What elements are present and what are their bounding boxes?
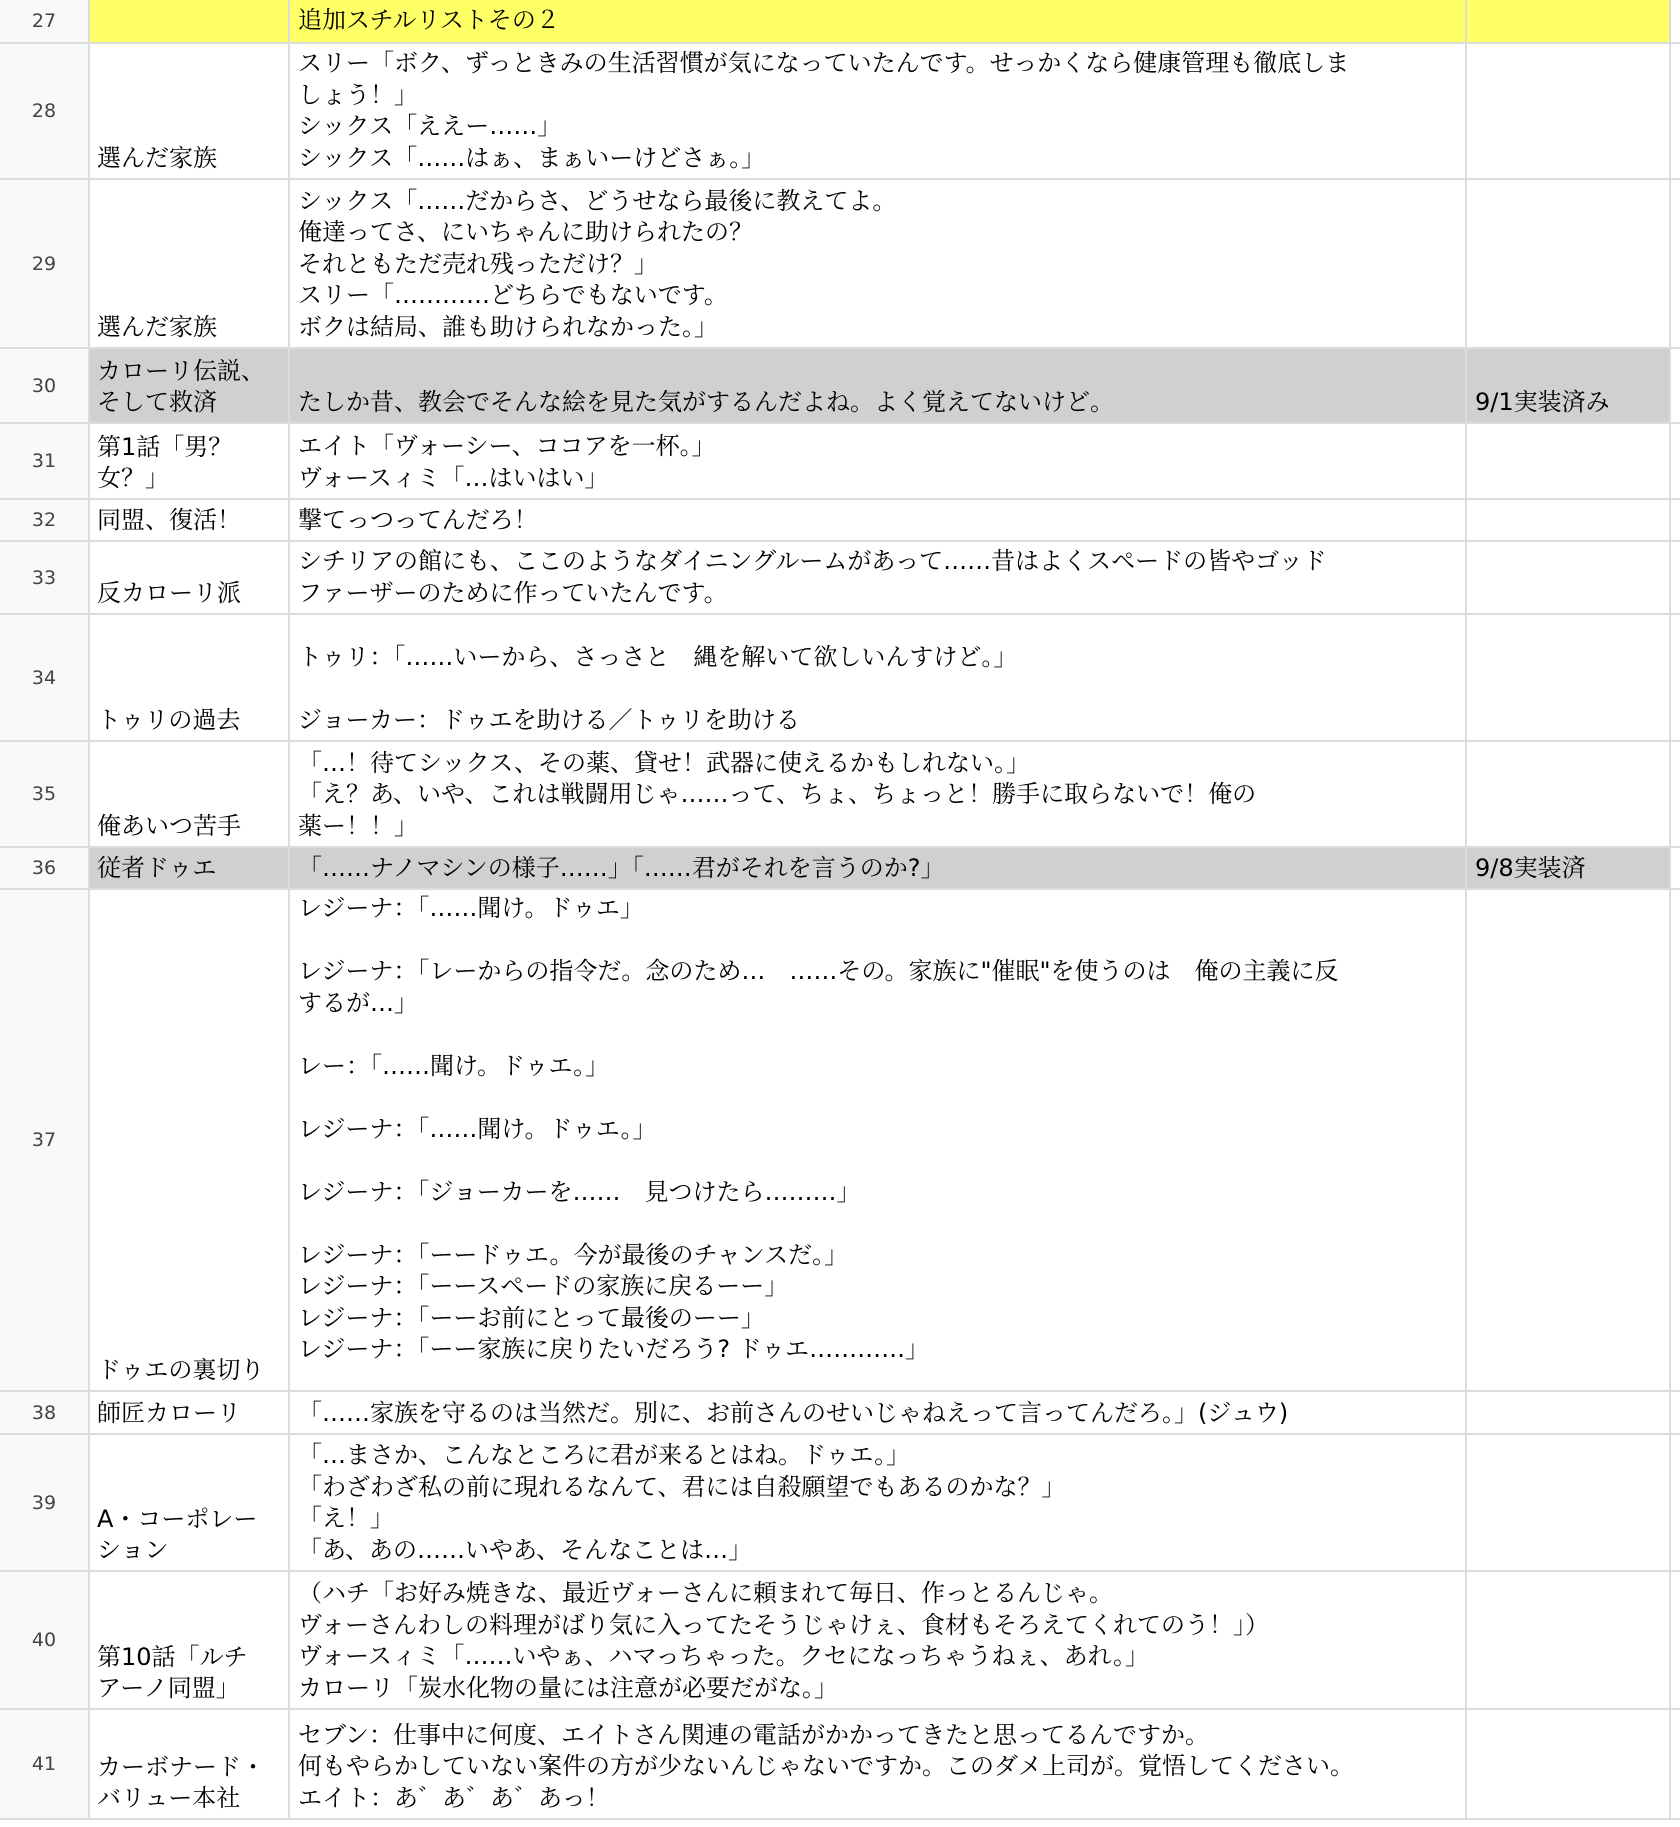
title-text: 選んだ家族	[97, 144, 217, 172]
sheet-row	[0, 1572, 1680, 1710]
title-cell[interactable]	[90, 180, 290, 347]
sheet-row	[0, 0, 1680, 44]
status-cell[interactable]	[1467, 848, 1671, 888]
status-cell[interactable]	[1467, 1435, 1671, 1570]
title-text: ドゥエの裏切り	[97, 1356, 265, 1384]
title-text: カーボナード・ バリュー本社	[97, 1753, 265, 1812]
row-number[interactable]: 27	[0, 0, 90, 42]
dialogue-cell[interactable]	[290, 180, 1467, 347]
next-column-cell[interactable]	[1671, 44, 1680, 178]
next-column-cell[interactable]	[1671, 180, 1680, 347]
dialogue-text: （ハチ「お好み焼きな、最近ヴォーさんに頼まれて毎日、作っとるんじゃ。 ヴォーさんわしの料理がばり気に入ってたそうじゃけぇ、食材もそろえてくれてのう！」） ヴォースィミ「……いやぁ、ハマっちゃった。クセになっちゃうねぇ、あれ。」 カローリ「炭水化物の量には注意が必要だがな。」	[298, 1579, 1270, 1702]
title-text: 選んだ家族	[97, 313, 217, 341]
dialogue-text: 「…まさか、こんなところに君が来るとはね。ドゥエ。」 「わざわざ私の前に現れるなんて、君には自殺願望でもあるのかな？」 「え！」 「あ、あの……いやあ、そんなことは…」	[298, 1441, 1066, 1564]
row-number[interactable]: 38	[0, 1392, 90, 1433]
dialogue-text: 「……家族を守るのは当然だ。別に、お前さんのせいじゃねえって言ってんだろ。」(ジュウ)	[298, 1398, 1289, 1427]
title-text: A・コーポレー ション	[97, 1505, 258, 1564]
title-cell[interactable]	[90, 44, 290, 178]
title-cell[interactable]	[90, 1435, 290, 1570]
title-cell[interactable]	[90, 349, 290, 422]
title-text: トゥリの過去	[97, 706, 241, 734]
status-cell[interactable]	[1467, 180, 1671, 347]
title-cell[interactable]	[90, 424, 290, 498]
row-number[interactable]: 32	[0, 500, 90, 540]
row-number[interactable]: 41	[0, 1710, 90, 1818]
sheet-row	[0, 1392, 1680, 1435]
title-text: 俺あいつ苦手	[97, 812, 241, 840]
title-cell[interactable]	[90, 615, 290, 740]
status-cell[interactable]	[1467, 349, 1671, 422]
status-text: 9/8実装済	[1475, 854, 1586, 882]
row-number[interactable]: 30	[0, 349, 90, 422]
next-column-cell[interactable]	[1671, 424, 1680, 498]
sheet-row	[0, 180, 1680, 349]
next-column-cell[interactable]	[1671, 1435, 1680, 1570]
sheet-row	[0, 890, 1680, 1392]
status-cell[interactable]	[1467, 0, 1671, 42]
dialogue-text: レジーナ：「……聞け。ドゥエ」 レジーナ：「レーからの指令だ。念のため… ……その。家族に"催眠"を使うのは 俺の主義に反 するが…」 レー：「……聞け。ドゥエ。」 レジーナ：「……聞け。ドゥエ。」 レジーナ：「ジョーカーを…… 見つけたら………」 レジーナ：「ーードゥエ。今が最後のチャンスだ。」 レジーナ：「ーースペードの家族に戻るーー」 レジーナ：「ーーお前にとって最後のーー」 レジーナ：「ーー家族に戻りたいだろう? ドゥエ…………」	[298, 894, 1339, 1363]
title-text: カローリ伝説、 そして救済	[97, 357, 265, 416]
sheet-row	[0, 742, 1680, 848]
dialogue-cell[interactable]	[290, 500, 1467, 540]
title-cell[interactable]	[90, 890, 290, 1390]
title-cell[interactable]	[90, 542, 290, 613]
row-number[interactable]: 33	[0, 542, 90, 613]
status-cell[interactable]	[1467, 890, 1671, 1390]
sheet-row	[0, 542, 1680, 615]
dialogue-cell[interactable]	[290, 542, 1467, 613]
title-text: 第10話「ルチ アーノ同盟」	[97, 1643, 248, 1702]
status-cell[interactable]	[1467, 615, 1671, 740]
row-number[interactable]: 35	[0, 742, 90, 846]
title-cell[interactable]	[90, 500, 290, 540]
dialogue-cell[interactable]	[290, 890, 1467, 1390]
next-column-cell[interactable]	[1671, 742, 1680, 846]
dialogue-cell[interactable]	[290, 742, 1467, 846]
dialogue-text: セブン：仕事中に何度、エイトさん関連の電話がかかってきたと思ってるんですか。 何もやらかしていない案件の方が少ないんじゃないですか。このダメ上司が。覚悟してください。 エイト：あ゛あ゛あ゛あっ！	[298, 1720, 1354, 1812]
dialogue-text: 追加スチルリストその２	[298, 5, 560, 34]
dialogue-cell[interactable]	[290, 0, 1467, 42]
sheet-row	[0, 615, 1680, 742]
dialogue-cell[interactable]	[290, 424, 1467, 498]
title-text: 同盟、復活！	[97, 506, 241, 534]
row-number[interactable]: 34	[0, 615, 90, 740]
row-number[interactable]: 36	[0, 848, 90, 888]
next-column-cell[interactable]	[1671, 890, 1680, 1390]
row-number[interactable]: 28	[0, 44, 90, 178]
status-cell[interactable]	[1467, 1710, 1671, 1818]
dialogue-cell[interactable]	[290, 44, 1467, 178]
next-column-cell[interactable]	[1671, 500, 1680, 540]
dialogue-text: たしか昔、教会でそんな絵を見た気がするんだよね。よく覚えてないけど。	[298, 387, 1114, 416]
dialogue-text: トゥリ：「……いーから、さっさと 縄を解いて欲しいんすけど。」 ジョーカー：ドゥエを助ける／トゥリを助ける	[298, 642, 1018, 734]
status-cell[interactable]	[1467, 500, 1671, 540]
dialogue-text: スリー「ボク、ずっときみの生活習慣が気になっていたんです。せっかくなら健康管理も徹底しま しょう！」 シックス「ええー……」 シックス「……はぁ、まぁいーけどさぁ。」	[298, 49, 1350, 172]
status-cell[interactable]	[1467, 44, 1671, 178]
row-number[interactable]: 40	[0, 1572, 90, 1708]
status-cell[interactable]	[1467, 542, 1671, 613]
dialogue-cell[interactable]	[290, 1710, 1467, 1818]
dialogue-text: エイト「ヴォーシー、ココアを一杯。」 ヴォースィミ「…はいはい」	[298, 432, 716, 492]
sheet-row	[0, 848, 1680, 890]
dialogue-cell[interactable]	[290, 848, 1467, 888]
row-number[interactable]: 39	[0, 1435, 90, 1570]
next-column-cell[interactable]	[1671, 349, 1680, 422]
sheet-row	[0, 424, 1680, 500]
dialogue-text: 「……ナノマシンの様子……」「……君がそれを言うのか?」	[298, 853, 945, 882]
title-cell[interactable]	[90, 1710, 290, 1818]
sheet-row	[0, 1710, 1680, 1820]
dialogue-cell[interactable]	[290, 615, 1467, 740]
dialogue-cell[interactable]	[290, 1572, 1467, 1708]
dialogue-cell[interactable]	[290, 1435, 1467, 1570]
next-column-cell[interactable]	[1671, 848, 1680, 888]
sheet-row	[0, 349, 1680, 424]
next-column-cell[interactable]	[1671, 1392, 1680, 1433]
row-number[interactable]: 29	[0, 180, 90, 347]
sheet-row	[0, 1435, 1680, 1572]
dialogue-cell[interactable]	[290, 1392, 1467, 1433]
next-column-cell[interactable]	[1671, 615, 1680, 740]
status-cell[interactable]	[1467, 1572, 1671, 1708]
next-column-cell[interactable]	[1671, 0, 1680, 42]
next-column-cell[interactable]	[1671, 1572, 1680, 1708]
title-cell[interactable]	[90, 742, 290, 846]
dialogue-text: シックス「……だからさ、どうせなら最後に教えてよ。 俺達ってさ、にいちゃんに助けられたの？ それともただ売れ残っただけ？」 スリー「…………どちらでもないです。 ボクは結局、誰も助けられなかった。」	[298, 186, 897, 341]
title-text: 従者ドゥエ	[97, 854, 217, 882]
status-text: 9/1実装済み	[1475, 388, 1610, 416]
next-column-cell[interactable]	[1671, 542, 1680, 613]
dialogue-cell[interactable]	[290, 349, 1467, 422]
sheet-row	[0, 500, 1680, 542]
row-number[interactable]: 37	[0, 890, 90, 1390]
status-cell[interactable]	[1467, 424, 1671, 498]
title-cell[interactable]	[90, 1572, 290, 1708]
dialogue-text: シチリアの館にも、ここのようなダイニングルームがあって……昔はよくスペードの皆やゴッド ファーザーのために作っていたんです。	[298, 547, 1327, 607]
next-column-cell[interactable]	[1671, 1710, 1680, 1818]
dialogue-text: 「…！待てシックス、その薬、貸せ！武器に使えるかもしれない。」 「え？あ、いや、これは戦闘用じゃ……って、ちょ、ちょっと！勝手に取らないで！俺の 薬ー！！」	[298, 748, 1257, 840]
title-cell[interactable]	[90, 0, 290, 42]
title-cell[interactable]	[90, 848, 290, 888]
title-text: 反カローリ派	[97, 579, 241, 607]
dialogue-text: 撃てっつってんだろ！	[298, 505, 538, 534]
title-text: 第1話「男？ 女？」	[97, 433, 233, 492]
status-cell[interactable]	[1467, 1392, 1671, 1433]
sheet-row	[0, 44, 1680, 180]
title-text: 師匠カローリ	[97, 1399, 241, 1427]
row-number[interactable]: 31	[0, 424, 90, 498]
status-cell[interactable]	[1467, 742, 1671, 846]
title-cell[interactable]	[90, 1392, 290, 1433]
